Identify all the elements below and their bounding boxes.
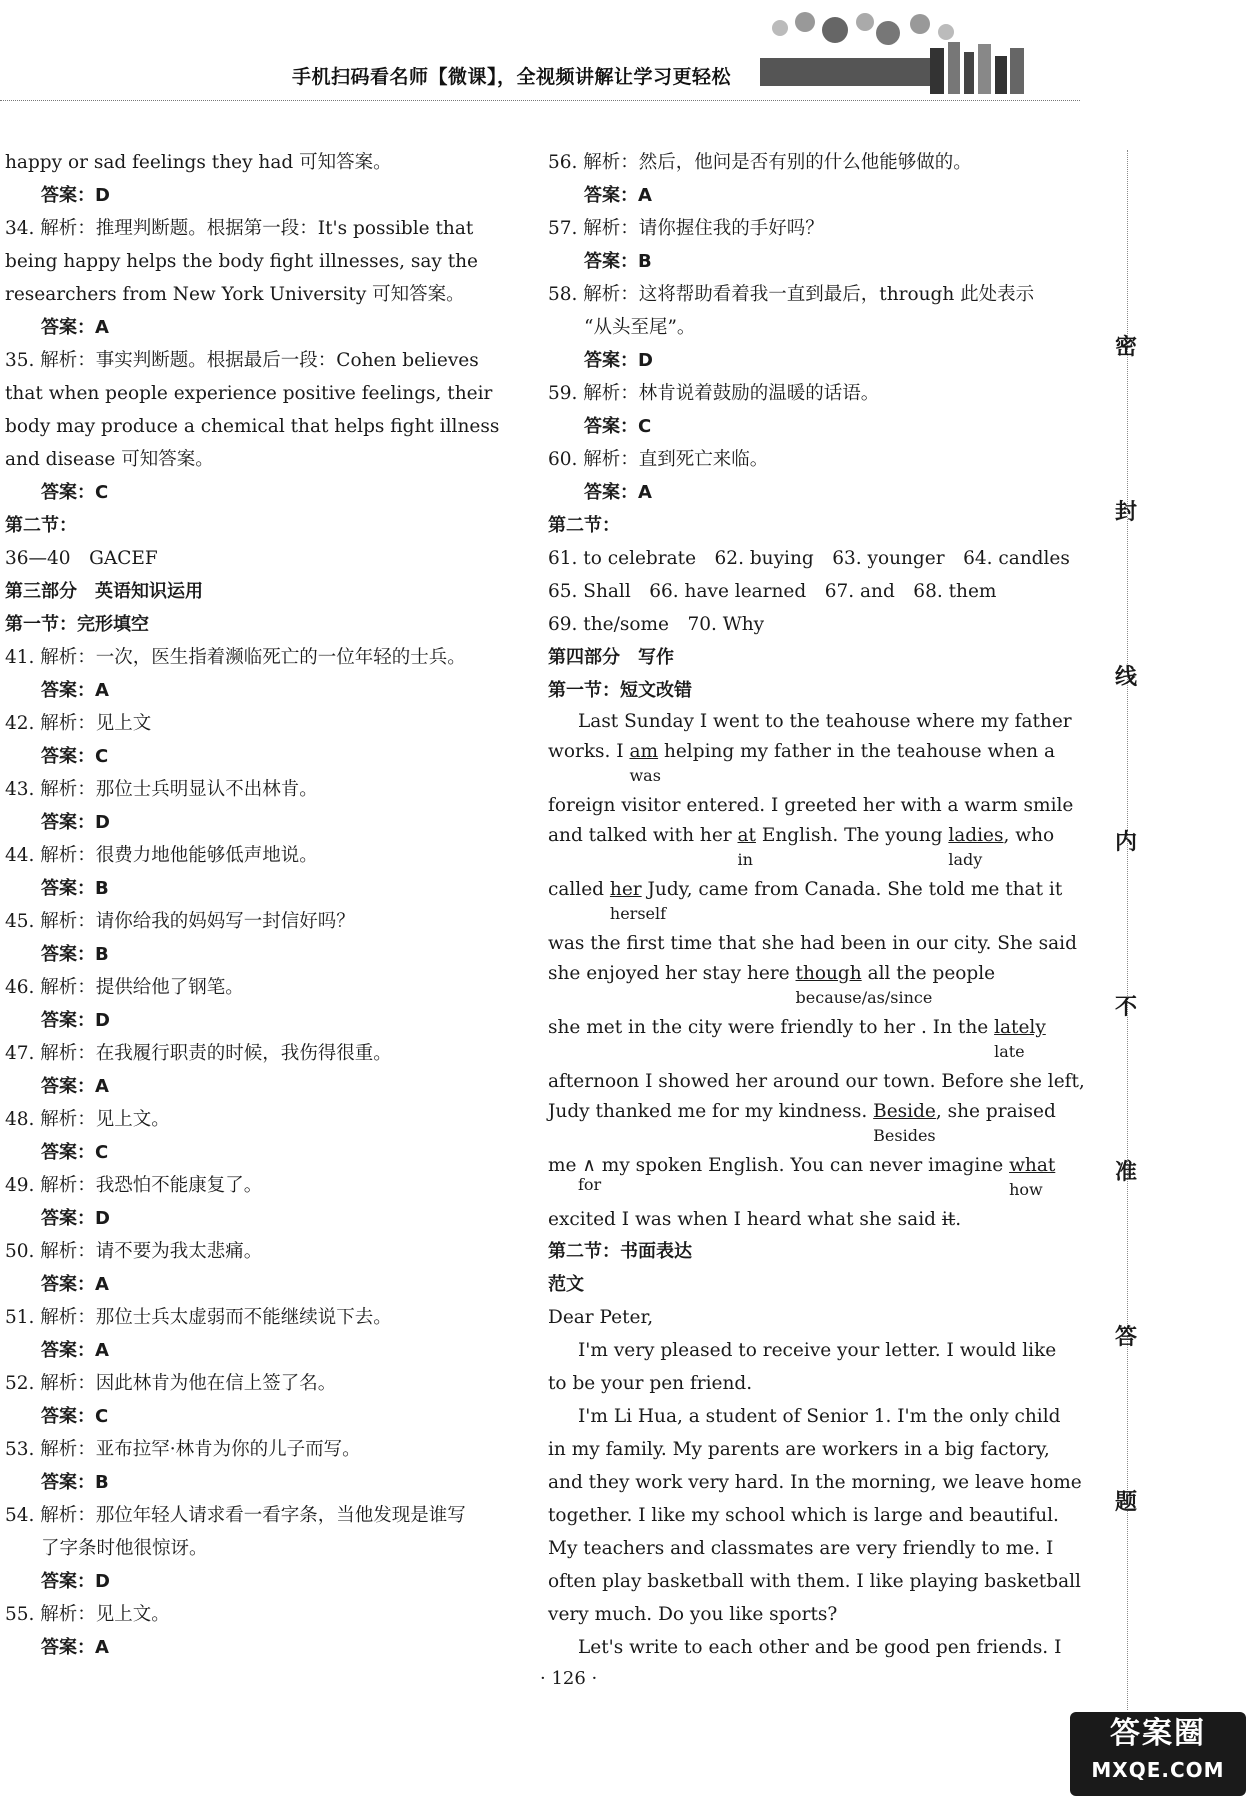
text-line: 61. to celebrate 62. buying 63. younger 64. candles (548, 548, 1070, 569)
text-line: 65. Shall 66. have learned 67. and 68. them (548, 581, 997, 602)
answer-line: 答案：A (41, 680, 109, 701)
text-segment: and talked with her (548, 825, 738, 846)
answer-line: 答案：C (41, 482, 109, 503)
explanation-line: 58. 解析：这将帮助看着我一直到最后，through 此处表示 (548, 284, 1035, 305)
answer-line: 答案：C (41, 1142, 109, 1163)
section-heading: 第二节： (5, 515, 77, 536)
text-line: Dear Peter, (548, 1307, 654, 1328)
text-segment: Judy, came from Canada. She told me that it (641, 879, 1063, 900)
text-line: 69. the/some 70. Why (548, 614, 765, 635)
correction-word: in (737, 850, 753, 869)
explanation-line: 59. 解析：林肯说着鼓励的温暖的话语。 (548, 383, 880, 404)
answer-line: 答案：D (584, 350, 653, 371)
text-line: being happy helps the body fight illnesses, say the (5, 251, 479, 272)
explanation-line: 42. 解析：见上文 (5, 713, 152, 734)
text-segment: called (548, 879, 610, 900)
marked-word: her (609, 879, 642, 900)
correction-line-9: afternoon I showed her around our town. Before she left, (548, 1071, 1085, 1092)
explanation-line: 43. 解析：那位士兵明显认不出林肯。 (5, 779, 318, 800)
paragraph-line: Let's write to each other and be good pen friends. I (578, 1637, 1062, 1658)
binding-margin-char: 线 (1115, 665, 1138, 690)
text-line: researchers from New York University 可知答案。 (5, 284, 465, 305)
answer-line: 答案：C (41, 746, 109, 767)
explanation-line: 49. 解析：我恐怕不能康复了。 (5, 1175, 263, 1196)
answer-line: 答案：D (41, 1571, 110, 1592)
explanation-line: 54. 解析：那位年轻人请求看一看字条，当他发现是谁写 (5, 1505, 466, 1526)
marked-word: lately (994, 1017, 1046, 1038)
text-segment: , who (1003, 825, 1055, 846)
marked-word: am (629, 741, 659, 762)
binding-margin-char: 题 (1115, 1490, 1138, 1515)
text-segment: me ∧ my spoken English. You can never imagine (548, 1155, 1010, 1176)
section-heading: 第三部分 英语知识运用 (5, 581, 203, 602)
section-heading: 第一节：短文改错 (548, 680, 692, 701)
section-heading: 第二节： (548, 515, 620, 536)
writing-sample (548, 1235, 1082, 1664)
answer-line: 答案：A (41, 1637, 109, 1658)
correction-line-5 (548, 875, 1078, 929)
explanation-line: 53. 解析：亚布拉罕·林肯为你的儿子而写。 (5, 1439, 361, 1460)
text-line: that when people experience positive feelings, their (5, 383, 493, 404)
left-column (5, 146, 525, 1664)
correction-word: late (994, 1042, 1025, 1061)
correction-word: because/as/since (795, 988, 933, 1007)
correction-line-6: was the first time that she had been in our city. She said (548, 933, 1077, 954)
section-heading: 第二节：书面表达 (548, 1241, 692, 1262)
text-segment: she enjoyed her stay here (548, 963, 796, 984)
header-rule (0, 100, 1080, 101)
correction-line-1: Last Sunday I went to the teahouse where my father (578, 711, 1072, 732)
explanation-continuation: 了字条时他很惊讶。 (41, 1538, 208, 1559)
correction-line-4 (548, 821, 1078, 875)
binding-margin-char: 封 (1115, 500, 1138, 525)
marked-word: Beside (873, 1101, 936, 1122)
binding-margin-char: 内 (1115, 830, 1138, 855)
paragraph-line: I'm very pleased to receive your letter. I would like (578, 1340, 1057, 1361)
explanation-line: 60. 解析：直到死亡来临。 (548, 449, 769, 470)
section-heading: 第四部分 写作 (548, 647, 674, 668)
explanation-continuation: “从头至尾”。 (584, 317, 696, 338)
text-line: very much. Do you like sports? (548, 1604, 838, 1625)
correction-line-10 (548, 1097, 1078, 1151)
explanation-line: 45. 解析：请你给我的妈妈写一封信好吗？ (5, 911, 355, 932)
text-line: together. I like my school which is large and beautiful. (548, 1505, 1059, 1526)
answer-line: 答案：B (41, 878, 109, 899)
answer-line: 答案：A (584, 482, 652, 503)
text-line: body may produce a chemical that helps fight illness (5, 416, 500, 437)
text-line: often play basketball with them. I like playing basketball (548, 1571, 1081, 1592)
watermark-logo (1070, 1712, 1246, 1796)
answer-line: 答案：C (41, 1406, 109, 1427)
explanation-line: 41. 解析：一次，医生指着濒临死亡的一位年轻的士兵。 (5, 647, 466, 668)
binding-margin-char: 不 (1115, 995, 1138, 1020)
explanation-line: 50. 解析：请不要为我太悲痛。 (5, 1241, 263, 1262)
answer-line: 答案：A (41, 317, 109, 338)
explanation-line: 47. 解析：在我履行职责的时候，我伤得很重。 (5, 1043, 392, 1064)
section-heading: 第一节：完形填空 (5, 614, 149, 635)
answer-line: 答案：D (41, 185, 110, 206)
answer-line: 答案：C (584, 416, 652, 437)
page-header (0, 0, 1100, 105)
text-segment: she met in the city were friendly to her . In the (548, 1017, 995, 1038)
text-segment: Judy thanked me for my kindness. (548, 1101, 874, 1122)
error-correction-passage (548, 707, 1085, 1235)
marked-word: ladies (948, 825, 1004, 846)
explanation-line: 52. 解析：因此林肯为他在信上签了名。 (5, 1373, 337, 1394)
binding-margin-char: 密 (1115, 335, 1138, 360)
page-number: · 126 · (540, 1668, 598, 1689)
binding-margin-char: 准 (1115, 1160, 1138, 1185)
correction-line-8 (548, 1013, 1078, 1067)
binding-dotted-line (1127, 150, 1128, 1710)
answer-line: 答案：B (41, 1472, 109, 1493)
text-segment: works. I (548, 741, 630, 762)
explanation-line: 46. 解析：提供给他了钢笔。 (5, 977, 244, 998)
explanation-line: 34. 解析：推理判断题。根据第一段：It's possible that (5, 218, 474, 239)
correction-word: lady (948, 850, 983, 869)
marked-word: what (1009, 1155, 1056, 1176)
answer-line: 答案：B (584, 251, 652, 272)
text-line: and disease 可知答案。 (5, 449, 214, 470)
explanation-line: 48. 解析：见上文。 (5, 1109, 170, 1130)
correction-line-7 (548, 959, 1078, 1013)
explanation-line: 44. 解析：很费力地他能够低声地说。 (5, 845, 318, 866)
correction-word: was (629, 766, 661, 785)
paragraph-line: I'm Li Hua, a student of Senior 1. I'm the only child (578, 1406, 1061, 1427)
explanation-line: 35. 解析：事实判断题。根据最后一段：Cohen believes (5, 350, 479, 371)
answer-line: 答案：B (41, 944, 109, 965)
explanation-line: 55. 解析：见上文。 (5, 1604, 170, 1625)
text-segment: all the people (861, 963, 996, 984)
text-segment: English. The young (755, 825, 949, 846)
correction-line-2 (548, 737, 1078, 791)
answer-line: 答案：A (41, 1076, 109, 1097)
deleted-word: it (941, 1209, 956, 1230)
header-decoration-image (760, 8, 1060, 108)
text-line: and they work very hard. In the morning, we leave home (548, 1472, 1082, 1493)
answer-line: 答案：D (41, 1010, 110, 1031)
binding-margin-char: 答 (1115, 1325, 1138, 1350)
answer-line: 答案：A (41, 1274, 109, 1295)
explanation-line: 57. 解析：请你握住我的手好吗？ (548, 218, 824, 239)
marked-word: at (737, 825, 756, 846)
answers-56-70 (548, 146, 1078, 707)
correction-word: Besides (873, 1126, 936, 1145)
right-column (548, 146, 1085, 1664)
text-line: happy or sad feelings they had 可知答案。 (5, 152, 392, 173)
watermark-bottom: MXQE.COM (1091, 1758, 1225, 1782)
text-line: My teachers and classmates are very friendly to me. I (548, 1538, 1054, 1559)
marked-word: though (795, 963, 862, 984)
text-line: 36—40 GACEF (5, 548, 158, 569)
correction-line-11 (548, 1151, 1078, 1205)
answer-line: 答案：A (584, 185, 652, 206)
header-banner: 手机扫码看名师【微课】，全视频讲解让学习更轻松 (292, 66, 732, 88)
answer-line: 答案：D (41, 812, 110, 833)
explanation-line: 56. 解析：然后，他问是否有别的什么他能够做的。 (548, 152, 972, 173)
text-segment: , she praised (935, 1101, 1056, 1122)
answer-line: 答案：A (41, 1340, 109, 1361)
text-segment: excited I was when I heard what she said (548, 1209, 942, 1230)
watermark-top: 答案圈 (1110, 1716, 1206, 1751)
text-segment: helping my father in the teahouse when a (658, 741, 1056, 762)
insertion-word: for (578, 1175, 602, 1194)
explanation-line: 51. 解析：那位士兵太虚弱而不能继续说下去。 (5, 1307, 392, 1328)
section-heading: 范文 (548, 1274, 584, 1295)
correction-word: how (1009, 1180, 1043, 1199)
text-line: to be your pen friend. (548, 1373, 753, 1394)
text-line: in my family. My parents are workers in a big factory, (548, 1439, 1050, 1460)
correction-word: herself (609, 904, 667, 923)
correction-line-3: foreign visitor entered. I greeted her with a warm smile (548, 795, 1074, 816)
text-segment: . (955, 1209, 962, 1230)
correction-line-12 (548, 1205, 1078, 1235)
answer-line: 答案：D (41, 1208, 110, 1229)
